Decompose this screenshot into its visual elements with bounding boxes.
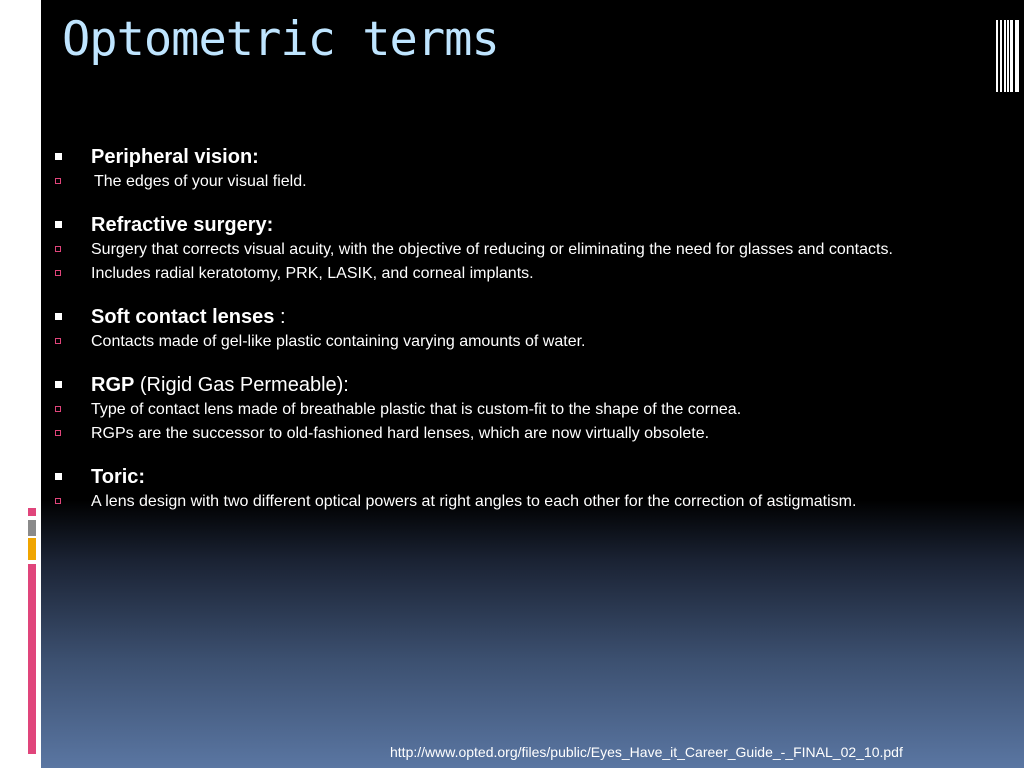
term-detail: The edges of your visual field.	[54, 172, 994, 191]
term-detail: RGPs are the successor to old-fashioned hard lenses, which are now virtually obsolete.	[54, 424, 994, 443]
term-detail: Includes radial keratotomy, PRK, LASIK, and corneal implants.	[54, 264, 994, 283]
bullet-marker	[55, 221, 62, 228]
sub-bullet-marker	[55, 338, 61, 344]
title-decoration-lines	[996, 20, 1020, 92]
term-soft-contact-lenses	[54, 304, 994, 351]
term-peripheral-vision	[54, 144, 994, 191]
slide-title: Optometric terms	[62, 12, 499, 67]
term-label: Soft contact lenses	[91, 306, 275, 328]
term-detail: Type of contact lens made of breathable plastic that is custom-fit to the shape of the cornea.	[54, 400, 994, 419]
term-refractive-surgery	[54, 212, 994, 283]
bullet-marker	[55, 153, 62, 160]
term-suffix: :	[274, 306, 286, 328]
sub-bullet-marker	[55, 430, 61, 436]
sub-bullet-marker	[55, 498, 61, 504]
term-detail: A lens design with two different optical powers at right angles to each other for the correction of astigmatism.	[54, 492, 994, 511]
sub-bullet-marker	[55, 270, 61, 276]
sub-bullet-marker	[55, 178, 61, 184]
term-label: RGP	[91, 374, 135, 396]
sub-bullet-marker	[55, 246, 61, 252]
term-rgp	[54, 372, 994, 443]
term-suffix: (Rigid Gas Permeable):	[134, 374, 349, 396]
bullet-marker	[55, 313, 62, 320]
term-detail: Surgery that corrects visual acuity, with the objective of reducing or eliminating the need for glasses and contacts.	[54, 240, 994, 259]
bullet-marker	[55, 473, 62, 480]
term-toric	[54, 464, 994, 511]
term-label: Toric:	[91, 466, 146, 488]
term-label: Refractive surgery:	[91, 214, 274, 236]
source-url: http://www.opted.org/files/public/Eyes_Have_it_Career_Guide_-_FINAL_02_10.pdf	[390, 744, 903, 760]
term-label: Peripheral vision:	[91, 146, 259, 168]
sub-bullet-marker	[55, 406, 61, 412]
bullet-marker	[55, 381, 62, 388]
term-detail: Contacts made of gel-like plastic containing varying amounts of water.	[54, 332, 994, 351]
term-list	[54, 144, 994, 532]
